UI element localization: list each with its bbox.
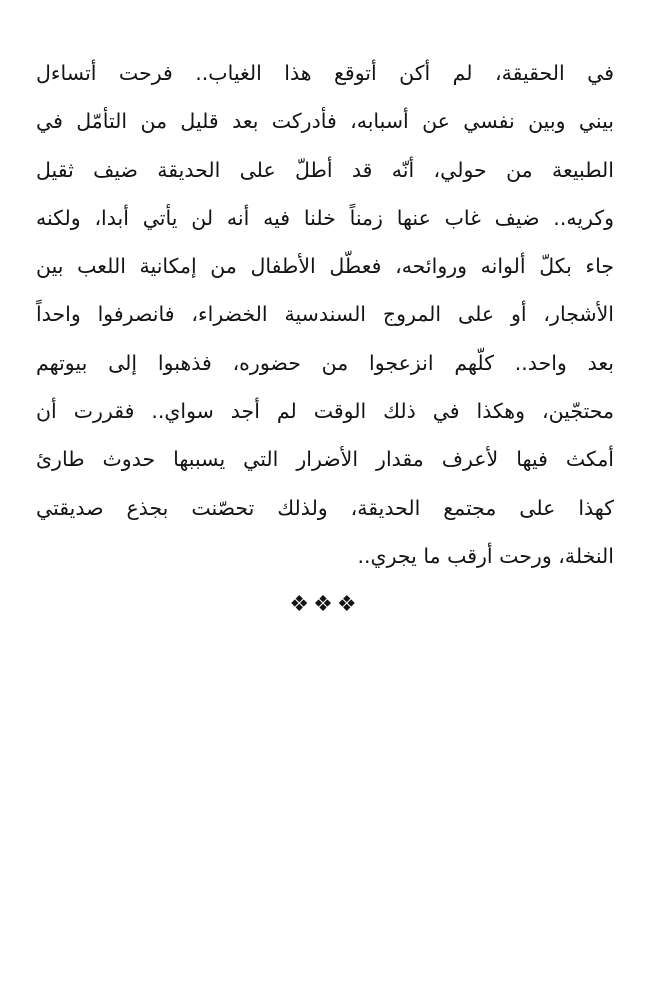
paragraph-line: أمكث فيها لأعرف مقدار الأضرار التي يسببها حدوث طارئ [36,447,614,472]
paragraph-line-last: النخلة، ورحت أرقب ما يجري.. [357,543,614,568]
paragraph-line: بعد واحد.. كلّهم انزعجوا من حضوره، فذهبوا إلى بيوتهم [36,350,614,375]
paragraph-line: في الحقيقة، لم أكن أتوقع هذا الغياب.. فرحت أتساءل [36,61,614,85]
section-separator-icon: ❖❖❖ [289,592,361,617]
paragraph [36,49,614,580]
paragraph-line: وكريه.. ضيف غاب عنها زمناً خلنا فيه أنه لن يأتي أبدا، ولكنه [36,205,614,230]
paragraph-line: الطبيعة من حولي، أنّه قد أطلّ على الحديقة ضيف ثقيل [36,157,614,182]
paragraph-line: كهذا على مجتمع الحديقة، ولذلك تحصّنت بجذع صديقتي [36,495,614,520]
paragraph-line: جاء بكلّ ألوانه وروائحه، فعطّل الأطفال من إمكانية اللعب بين [36,254,614,279]
paragraph-line: محتجّين، وهكذا في ذلك الوقت لم أجد سواي.. فقررت أن [36,399,614,424]
paragraph-line: بيني وبين نفسي عن أسبابه، فأدركت بعد قليل من التأمّل في [36,109,614,134]
paragraph-line: الأشجار، أو على المروج السندسية الخضراء، فانصرفوا واحداً [36,302,614,327]
